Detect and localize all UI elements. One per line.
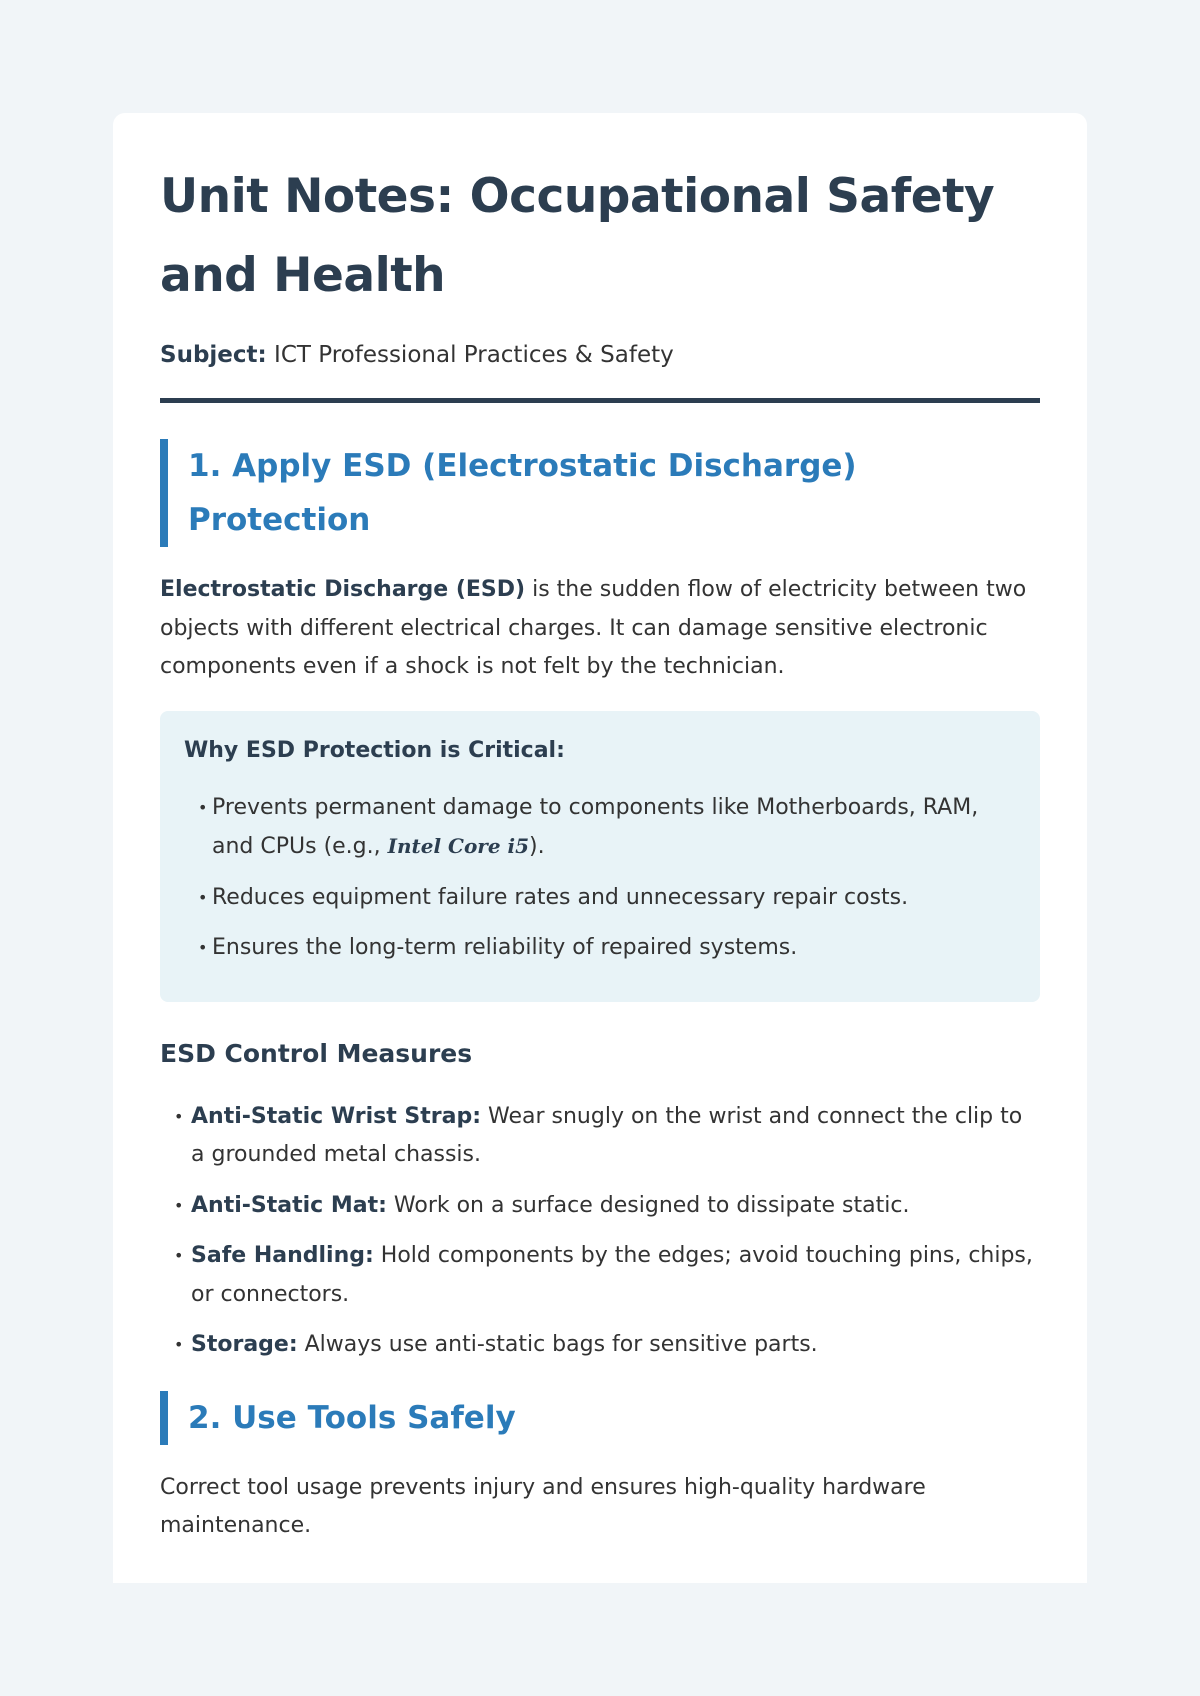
list-item bbox=[198, 789, 1016, 867]
measure-term: Safe Handling: bbox=[191, 1243, 374, 1268]
esd-measures-list bbox=[160, 1098, 1040, 1365]
esd-intro-text: is the sudden flow of electricity between two objects with different electrical charges. It can damage sensitive electronic components even if a shock is not felt by the technician. bbox=[160, 577, 1027, 679]
measure-term: Anti-Static Wrist Strap: bbox=[191, 1103, 481, 1129]
section-heading-esd: 1. Apply ESD (Electrostatic Discharge) Protection bbox=[160, 439, 1040, 547]
esd-term: Electrostatic Discharge (ESD) bbox=[160, 577, 526, 602]
list-item: • Reduces equipment failure rates and unnecessary repair costs. bbox=[198, 879, 1016, 918]
subject-line bbox=[160, 339, 1040, 371]
measure-term: Storage: bbox=[191, 1332, 298, 1357]
document-card bbox=[113, 113, 1087, 1583]
page-title: Unit Notes: Occupational Safety and Health bbox=[160, 169, 995, 303]
callout-title: Why ESD Protection is Critical: bbox=[184, 737, 565, 763]
list-item-text-end: ). bbox=[529, 834, 545, 859]
section-heading-tools: 2. Use Tools Safely bbox=[160, 1391, 1040, 1445]
list-item bbox=[174, 1237, 1040, 1314]
list-item-text: Prevents permanent damage to components like Motherboards, RAM, and CPUs (e.g., bbox=[212, 794, 979, 859]
measure-text: Work on a surface designed to dissipate static. bbox=[386, 1192, 910, 1218]
esd-critical-callout bbox=[160, 711, 1040, 1002]
callout-list bbox=[184, 789, 1016, 968]
esd-intro-paragraph bbox=[160, 571, 1040, 687]
cpu-example: Intel Core i5 bbox=[387, 834, 530, 858]
measure-text: Always use anti-static bags for sensitive parts. bbox=[297, 1332, 818, 1357]
esd-measures-heading: ESD Control Measures bbox=[160, 1038, 473, 1068]
list-item: • Ensures the long-term reliability of repaired systems. bbox=[198, 929, 1016, 968]
tools-intro-paragraph: Correct tool usage prevents injury and ensures high-quality hardware maintenance. bbox=[160, 1474, 926, 1538]
measure-term: Anti-Static Mat: bbox=[191, 1192, 387, 1218]
list-item bbox=[174, 1098, 1040, 1175]
list-item bbox=[174, 1187, 1040, 1226]
list-item bbox=[174, 1326, 1040, 1365]
subject-value: ICT Professional Practices & Safety bbox=[274, 342, 674, 368]
measure-text: Hold components by the edges; avoid touching pins, chips, or connectors. bbox=[191, 1243, 1033, 1307]
measure-text: Wear snugly on the wrist and connect the clip to a grounded metal chassis. bbox=[191, 1103, 1023, 1167]
title-divider bbox=[160, 398, 1040, 403]
subject-label: Subject: bbox=[160, 342, 267, 368]
